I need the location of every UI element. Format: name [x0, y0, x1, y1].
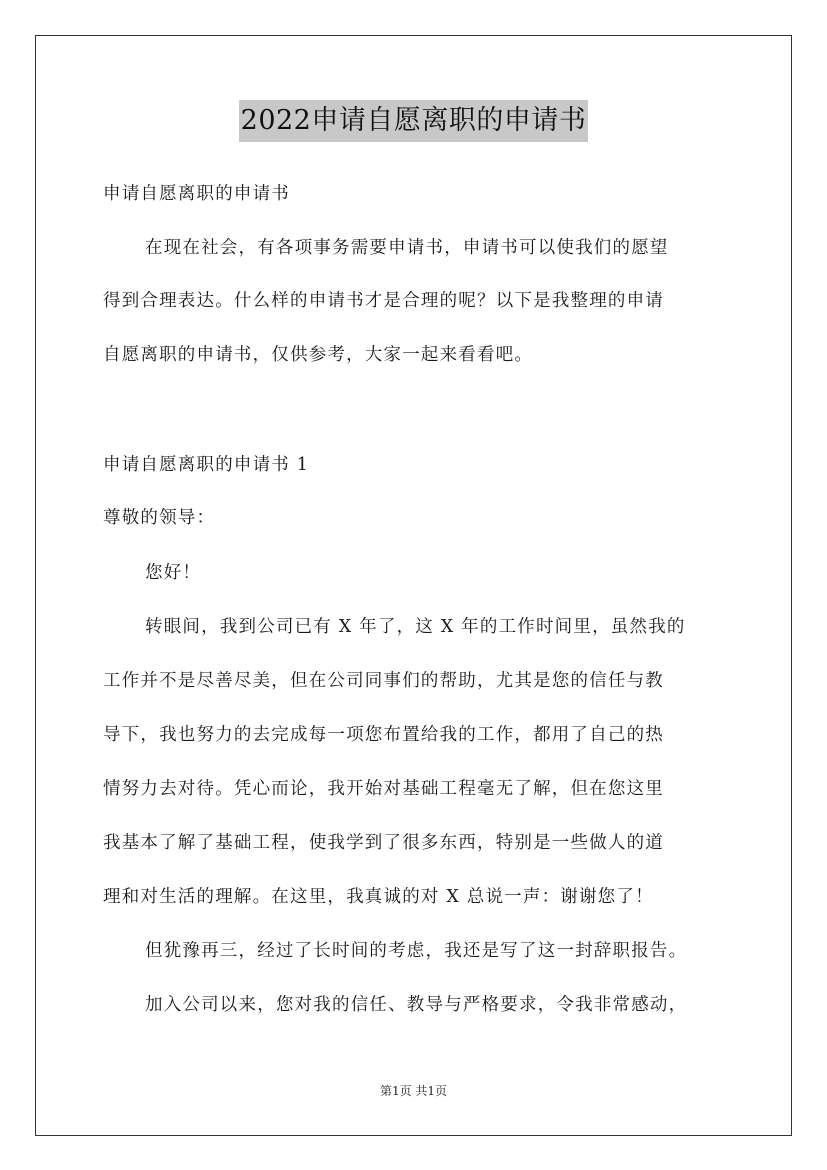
- paragraph-line: 在现在社会，有各项事务需要申请书，申请书可以使我们的愿望: [145, 238, 669, 258]
- paragraph-line: 得到合理表达。什么样的申请书才是合理的呢？以下是我整理的申请: [103, 291, 664, 311]
- page-footer: 第1页 共1页: [379, 1084, 448, 1098]
- paragraph-line: 转眼间，我到公司已有 X 年了，这 X 年的工作时间里，虽然我的: [145, 617, 686, 637]
- paragraph-line: 我基本了解了基础工程，使我学到了很多东西，特别是一些做人的道: [103, 833, 664, 853]
- paragraph-line: 导下，我也努力的去完成每一项您布置给我的工作，都用了自己的热: [103, 725, 664, 745]
- paragraph-line: 但犹豫再三，经过了长时间的考虑，我还是写了这一封辞职报告。: [145, 941, 688, 961]
- greeting: 您好！: [145, 563, 202, 583]
- paragraph-line: 工作并不是尽善尽美，但在公司同事们的帮助，尤其是您的信任与教: [103, 671, 664, 691]
- section-heading: 申请自愿离职的申请书: [103, 184, 290, 204]
- letter-heading: 申请自愿离职的申请书 1: [103, 455, 310, 475]
- paragraph-line: 理和对生活的理解。在这里，我真诚的对 X 总说一声：谢谢您了！: [103, 887, 654, 907]
- salutation: 尊敬的领导：: [103, 508, 216, 528]
- title-container: [0, 100, 827, 142]
- document-title: 2022申请自愿离职的申请书: [239, 100, 589, 142]
- paragraph-line: 情努力去对待。凭心而论，我开始对基础工程毫无了解，但在您这里: [103, 779, 664, 799]
- paragraph-line: 自愿离职的申请书，仅供参考，大家一起来看看吧。: [103, 345, 534, 365]
- paragraph-line: 加入公司以来，您对我的信任、教导与严格要求，令我非常感动，: [145, 995, 688, 1015]
